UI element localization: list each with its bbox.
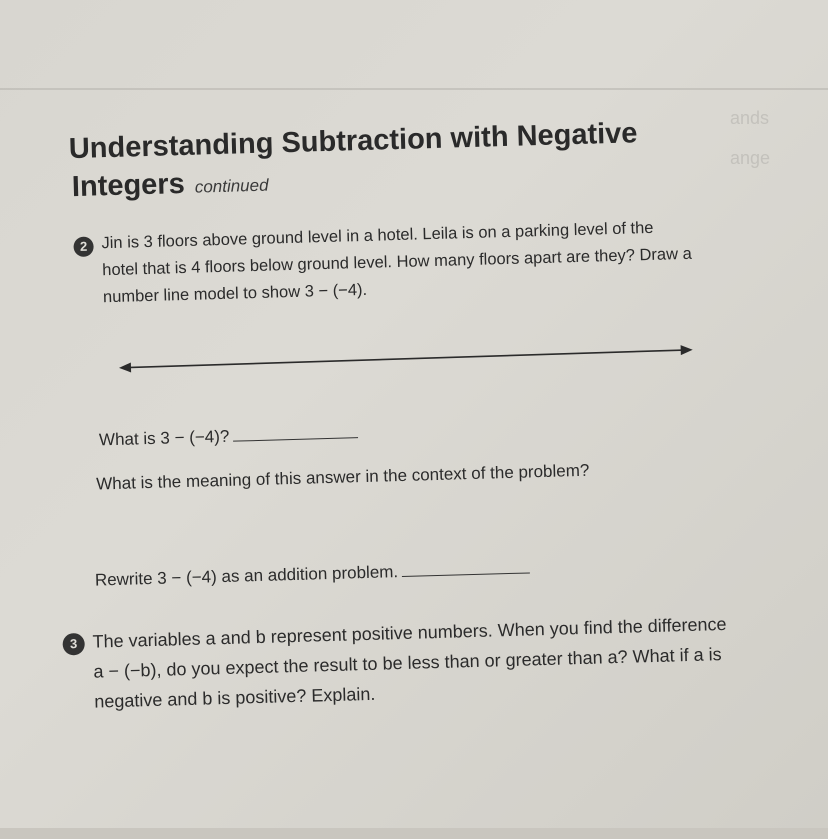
rewrite-question-label: Rewrite 3 − (−4) as an addition problem. bbox=[94, 562, 399, 590]
problem-2-number-badge: 2 bbox=[73, 236, 94, 257]
problem-3-text bbox=[92, 609, 728, 717]
value-question-row bbox=[99, 423, 359, 450]
value-answer-blank[interactable] bbox=[233, 435, 358, 441]
page-title-word: Integers bbox=[71, 167, 186, 204]
rewrite-answer-blank[interactable] bbox=[402, 570, 530, 577]
problem-3-number-badge: 3 bbox=[62, 633, 85, 656]
right-arrow-icon bbox=[681, 345, 693, 355]
rewrite-question-row bbox=[95, 558, 531, 590]
problem-2-line: hotel that is 4 floors below ground level. How many floors apart are they? Draw a bbox=[102, 244, 693, 280]
show-through-text: ands bbox=[730, 108, 770, 128]
problem-2-line: Jin is 3 floors above ground level in a hotel. Leila is on a parking level of the bbox=[101, 218, 654, 253]
value-question-label: What is 3 − (−4)? bbox=[98, 426, 230, 450]
problem-3-line: The variables a and b represent positive numbers. When you find the difference bbox=[92, 613, 727, 652]
number-line[interactable] bbox=[117, 340, 697, 376]
problem-3-line: negative and b is positive? Explain. bbox=[94, 683, 376, 712]
meaning-question: What is the meaning of this answer in the context of the problem? bbox=[95, 460, 590, 494]
show-through-text: ange bbox=[730, 148, 771, 168]
problem-2-text bbox=[101, 214, 693, 311]
page-title: Understanding Subtraction with Negative bbox=[68, 117, 638, 166]
page-title-line2 bbox=[71, 166, 268, 204]
number-line-axis bbox=[123, 350, 689, 368]
left-arrow-icon bbox=[119, 363, 131, 373]
problem-3-line: a − (−b), do you expect the result to be less than or greater than a? What if a is bbox=[93, 644, 722, 682]
problem-2-line: number line model to show 3 − (−4). bbox=[102, 280, 368, 307]
continued-label: continued bbox=[194, 175, 269, 197]
